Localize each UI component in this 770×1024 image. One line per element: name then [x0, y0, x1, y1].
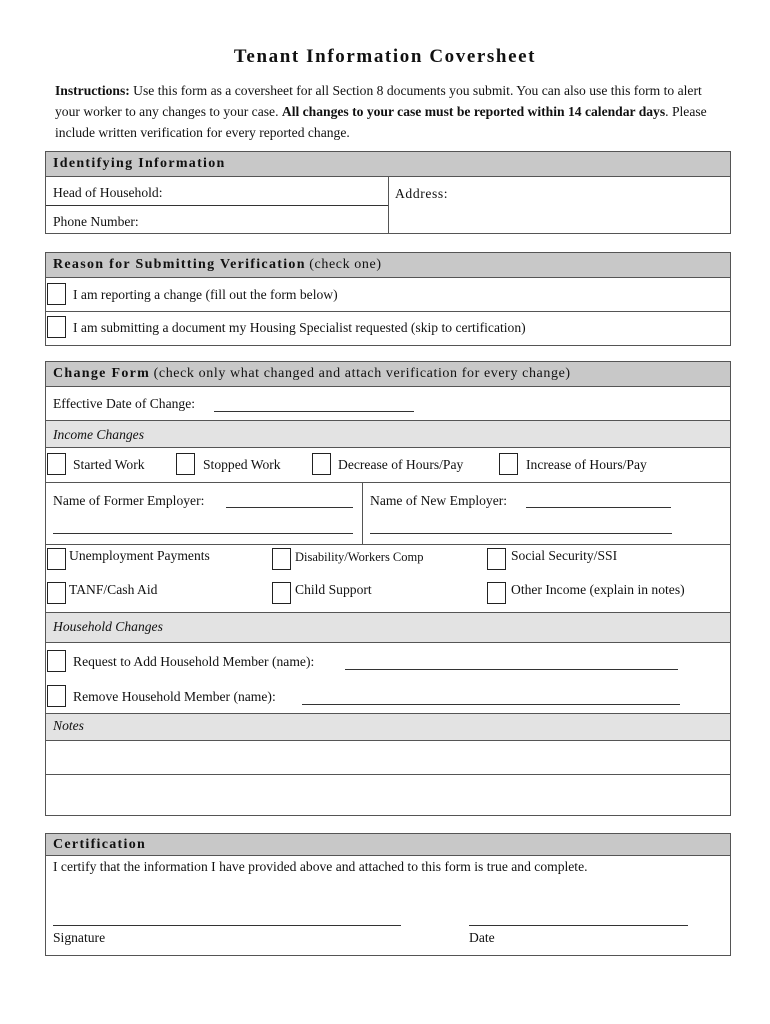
section-note: (check only what changed and attach verification for every change)	[153, 366, 571, 381]
instructions-lead: Instructions:	[55, 83, 130, 98]
increase-hours-label: Increase of Hours/Pay	[526, 457, 647, 472]
section-header	[46, 253, 730, 278]
other-income-label: Other Income (explain in notes)	[511, 582, 685, 597]
disability-label: Disability/Workers Comp	[295, 550, 424, 564]
former-employer-input-line2[interactable]	[53, 533, 353, 534]
instructions-deadline: All changes to your case must be reported within 14 calendar days	[281, 104, 666, 119]
section-title: Identifying Information	[53, 156, 226, 171]
row-divider	[46, 205, 388, 206]
income-options-row	[46, 448, 730, 483]
household-changes-row	[46, 613, 730, 643]
effective-date-row	[46, 387, 730, 421]
notes-line-2[interactable]	[46, 775, 730, 809]
section-title: Change Form	[53, 366, 151, 381]
unemployment-checkbox[interactable]	[47, 548, 66, 570]
submitting-document-checkbox[interactable]	[47, 316, 66, 338]
identifying-fields	[46, 177, 730, 233]
instructions-text-end: . Please include written verification for every reported change.	[55, 104, 707, 140]
date-input[interactable]	[469, 925, 688, 926]
notes-heading: Notes	[53, 718, 84, 733]
household-changes-heading: Household Changes	[53, 619, 163, 634]
reason-option-row	[46, 312, 730, 345]
reporting-change-label: I am reporting a change (fill out the form below)	[73, 287, 338, 302]
column-divider	[388, 177, 389, 233]
effective-date-label: Effective Date of Change:	[53, 396, 196, 411]
income-changes-row	[46, 421, 730, 448]
social-security-label: Social Security/SSI	[511, 548, 618, 563]
date-label: Date	[469, 930, 495, 945]
certification-statement: I certify that the information I have provided above and attached to this form is true and complete.	[53, 859, 588, 874]
signature-input[interactable]	[53, 925, 401, 926]
section-header	[46, 152, 730, 177]
other-income-checkbox[interactable]	[487, 582, 506, 604]
phone-number-field[interactable]: Phone Number:	[53, 214, 139, 229]
decrease-hours-label: Decrease of Hours/Pay	[338, 457, 464, 472]
remove-member-label: Remove Household Member (name):	[73, 689, 276, 704]
address-field[interactable]: Address:	[395, 186, 449, 201]
section-header	[46, 362, 730, 387]
benefits-grid	[46, 545, 730, 613]
new-employer-input-line2[interactable]	[370, 533, 672, 534]
increase-hours-checkbox[interactable]	[499, 453, 518, 475]
instructions-text: Use this form as a coversheet for all Section 8 documents you submit. You can also use this form to alert your worker to any changes to your case.	[55, 83, 702, 119]
stopped-work-checkbox[interactable]	[176, 453, 195, 475]
reason-option-row	[46, 278, 730, 312]
section-title: Reason for Submitting Verification	[53, 257, 306, 272]
remove-member-input[interactable]	[302, 704, 680, 705]
remove-member-checkbox[interactable]	[47, 685, 66, 707]
child-support-label: Child Support	[295, 582, 372, 597]
signature-label: Signature	[53, 930, 106, 945]
started-work-label: Started Work	[73, 457, 145, 472]
employer-row	[46, 483, 730, 545]
new-employer-input[interactable]	[526, 507, 671, 508]
section-header	[46, 834, 730, 856]
column-divider	[362, 483, 363, 544]
effective-date-input[interactable]	[214, 411, 414, 412]
form-title: Tenant Information Coversheet	[233, 46, 537, 67]
notes-row	[46, 713, 730, 741]
former-employer-label: Name of Former Employer:	[53, 493, 205, 508]
add-member-label: Request to Add Household Member (name):	[73, 654, 315, 669]
former-employer-input[interactable]	[226, 507, 353, 508]
submitting-document-label: I am submitting a document my Housing Specialist requested (skip to certification)	[73, 320, 526, 335]
section-title: Certification	[53, 837, 147, 852]
notes-line-1[interactable]	[46, 741, 730, 775]
income-changes-heading: Income Changes	[53, 427, 144, 442]
stopped-work-label: Stopped Work	[203, 457, 281, 472]
child-support-checkbox[interactable]	[272, 582, 291, 604]
unemployment-label: Unemployment Payments	[69, 548, 210, 563]
tanf-checkbox[interactable]	[47, 582, 66, 604]
change-form-section	[45, 361, 731, 816]
social-security-checkbox[interactable]	[487, 548, 506, 570]
disability-checkbox[interactable]	[272, 548, 291, 570]
reason-section	[45, 252, 731, 346]
head-of-household-field[interactable]: Head of Household:	[53, 185, 163, 200]
certification-section	[45, 833, 731, 956]
add-member-input[interactable]	[345, 669, 678, 670]
started-work-checkbox[interactable]	[47, 453, 66, 475]
new-employer-label: Name of New Employer:	[370, 493, 508, 508]
tanf-label: TANF/Cash Aid	[69, 582, 158, 597]
add-member-checkbox[interactable]	[47, 650, 66, 672]
decrease-hours-checkbox[interactable]	[312, 453, 331, 475]
identifying-section	[45, 151, 731, 234]
instructions	[55, 80, 727, 143]
household-fields	[46, 643, 730, 713]
section-note: (check one)	[309, 257, 382, 272]
reporting-change-checkbox[interactable]	[47, 283, 66, 305]
